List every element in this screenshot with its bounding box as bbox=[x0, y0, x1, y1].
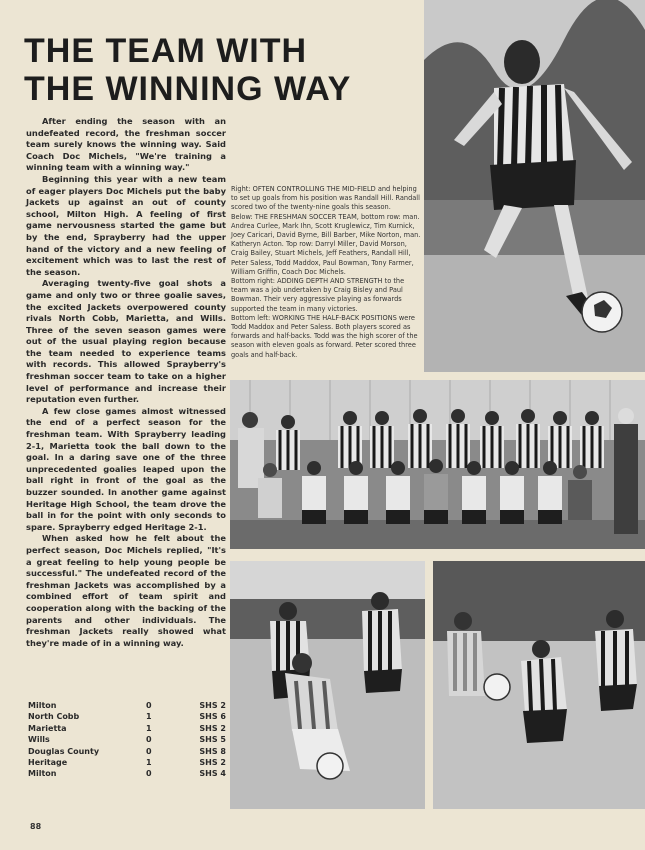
title-line-1: THE TEAM WITH bbox=[24, 32, 308, 70]
opponent-name: Wills bbox=[28, 735, 50, 745]
opponent-score: 0 bbox=[146, 746, 152, 756]
photo-team-image bbox=[230, 380, 645, 549]
shs-score: SHS 4 bbox=[199, 769, 226, 779]
page-number: 88 bbox=[30, 822, 42, 831]
opponent-score: 1 bbox=[146, 712, 152, 722]
opponent-score: 1 bbox=[146, 723, 152, 733]
caption-bottom-left: Bottom left: WORKING THE HALF-BACK POSITIONS were Todd Maddox and Peter Saless. Both players scored as forwards and half-backs. Todd was the high scorer of the season with eleven goals as forward. Peter scored three goals and half-back. bbox=[231, 313, 418, 359]
photo-player-kicking bbox=[424, 0, 645, 372]
photo-halfbacks-image bbox=[230, 561, 425, 809]
photo-halfbacks bbox=[230, 561, 425, 809]
shs-score: SHS 5 bbox=[199, 735, 226, 745]
opponent-name: Marietta bbox=[28, 723, 67, 733]
score-row bbox=[28, 746, 226, 757]
shs-score: SHS 2 bbox=[199, 757, 226, 767]
photo-forwards bbox=[433, 561, 645, 809]
article-body bbox=[26, 116, 226, 649]
photo-team-group bbox=[230, 380, 645, 549]
opponent-name: Milton bbox=[28, 701, 57, 710]
caption-right: Right: OFTEN CONTROLLING THE MID-FIELD and helping to set up goals from his position was Randall Hill. Randall scored two of the twenty-nine goals this season. bbox=[231, 185, 420, 212]
article-paragraph: A few close games almost witnessed the end of a perfect season for the freshman team. With Sprayberry leading 2-1, Marietta took the ball down to the goal. In a daring save one of the three unprecedented goalies leaped upon the ball right in front of the goal as the buzzer sounded. In another game against Heritage High School, the team drove the ball in for the point with only seconds to spare. Sprayberry edged Heritage 2-1. bbox=[26, 405, 226, 532]
score-row bbox=[28, 711, 226, 722]
score-row bbox=[28, 700, 226, 711]
shs-score: SHS 2 bbox=[199, 723, 226, 733]
photo-captions bbox=[231, 185, 421, 360]
score-row bbox=[28, 734, 226, 745]
opponent-name: North Cobb bbox=[28, 712, 80, 722]
photo-kicking-image bbox=[424, 0, 645, 372]
season-scores-table bbox=[28, 700, 226, 780]
score-row bbox=[28, 723, 226, 734]
opponent-score: 0 bbox=[146, 701, 152, 710]
score-row bbox=[28, 757, 226, 768]
shs-score: SHS 2 bbox=[199, 701, 226, 710]
article-paragraph: When asked how he felt about the perfect season, Doc Michels replied, "It's a great feeling to help young people be successful." The undefeated record of the freshman Jackets was accomplished by a combined effort of team spirit and cooperation along with the backing of the parents and other individuals. The freshman Jackets really showed what they're made of in a winning way. bbox=[26, 533, 226, 648]
shs-score: SHS 6 bbox=[199, 712, 226, 722]
article-paragraph: After ending the season with an undefeated record, the freshman soccer team surely knows the winning way. Said Coach Doc Michels, "We're training a winning team with a winning way." bbox=[26, 116, 226, 173]
shs-score: SHS 8 bbox=[199, 746, 226, 756]
opponent-score: 0 bbox=[146, 735, 152, 745]
photo-forwards-image bbox=[433, 561, 645, 809]
opponent-name: Milton bbox=[28, 769, 57, 779]
caption-below: Below: THE FRESHMAN SOCCER TEAM, bottom row: man. Andrea Curlee, Mark Ihn, Scott Kruglewicz, Tim Kurnick, Joey Caricari, David Byrne, Bill Barber, Mike Norton, man. Katheryn Acton. Top row: Darryl Miller, David Morson, Craig Bailey, Stuart Michels, Jeff Feathers, Randall Hill, Peter Saless, Todd Maddox, Paul Bowman, Tony Farmer, William Griffin, Coach Doc Michels. bbox=[231, 212, 421, 276]
title-line-2: THE WINNING WAY bbox=[24, 70, 352, 108]
article-paragraph: Beginning this year with a new team of eager players Doc Michels put the baby Jackets up against an out of county school, Milton High. A feeling of first game nervousness started the game but by the end, Sprayberry had the upper hand of the victory and a new feeling of excitement which was to last the rest of the season. bbox=[26, 173, 226, 277]
caption-bottom-right: Bottom right: ADDING DEPTH AND STRENGTH to the team was a job undertaken by Craig Bisley and Paul Bowman. Their very aggressive playing as forwards supported the team in many victories. bbox=[231, 277, 405, 313]
opponent-score: 1 bbox=[146, 757, 152, 767]
opponent-name: Heritage bbox=[28, 757, 68, 767]
article-paragraph: Averaging twenty-five goal shots a game and only two or three goalie saves, the excited Jackets overpowered county rivals North Cobb, Marietta, and Wills. Three of the seven season games were out of the usual playing region because the team needed to experience teams with records. This allowed Sprayberry's freshman soccer team to take on a higher level of performance and increase their reputation even further. bbox=[26, 278, 226, 405]
opponent-score: 0 bbox=[146, 769, 152, 779]
page-title bbox=[24, 32, 424, 108]
score-row bbox=[28, 768, 226, 779]
opponent-name: Douglas County bbox=[28, 746, 100, 756]
